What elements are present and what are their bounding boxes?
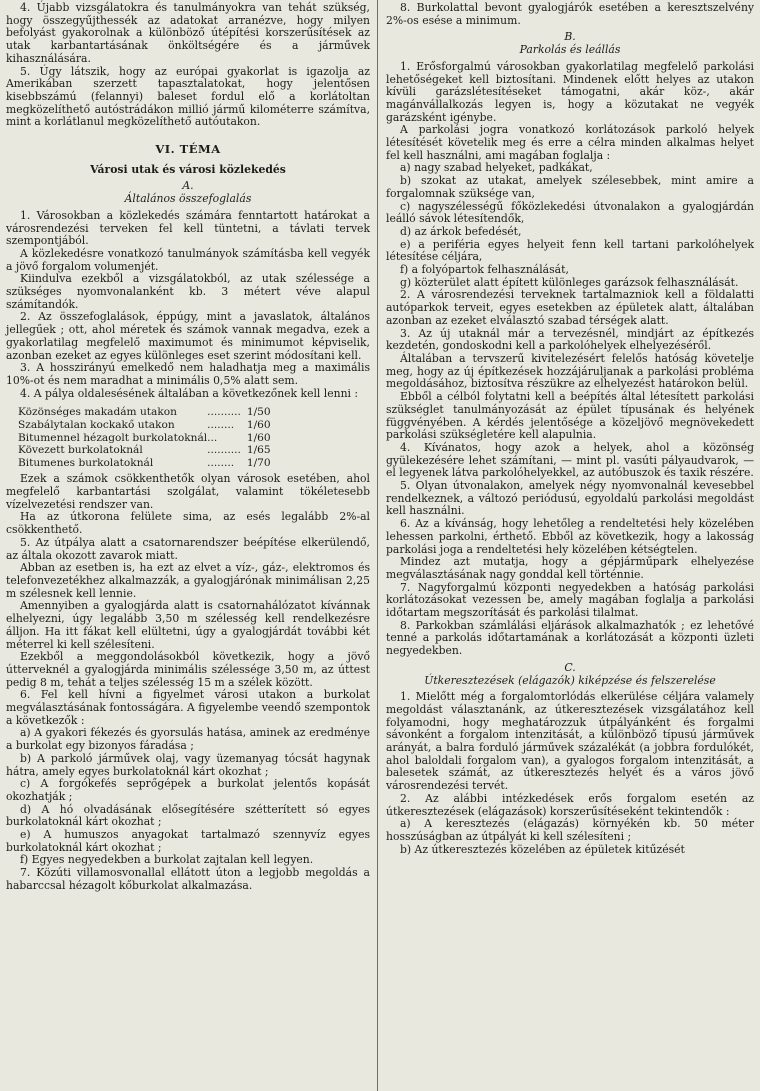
list-item: a) nagy szabad helyeket, padkákat, (400, 161, 593, 175)
list-item: b) szokat az utakat, amelyek szélesebbek, mint amire a forgalomnak szüksége van, (386, 174, 754, 200)
list-item: e) A humuszos anyagokat tartalmazó szennyvíz egyes burkolatoknál kárt okozhat ; (6, 828, 370, 854)
paragraph: 6. Fel kell hívni a figyelmet városi utakon a burkolat megválasztásának fontosságára. A figyelembe veendő szempontok a következők : (6, 688, 370, 727)
list-item: f) a folyópartok felhasználását, (400, 263, 569, 277)
table-row: Bitumenes burkolatoknál ........ 1/70 (18, 456, 271, 469)
slope-label: Bitumenes burkolatoknál (18, 456, 154, 469)
section-title: Általános összefoglalás (124, 192, 252, 206)
list-item: c) nagyszélességű főközlekedési útvonalakon a gyalogjárdán leálló sávok létesítendők, (386, 199, 754, 226)
section-title: Útkeresztezések (elágazók) kiképzése és felszerelése (424, 673, 716, 687)
paragraph: Abban az esetben is, ha ezt az elvet a víz-, gáz-, elektromos és telefonvezetékhez alkalmazzák, a gyalogjárónak minimálisan 2,25 m szélesnek kell lennie. (6, 561, 370, 600)
slope-value: 1/50 (246, 406, 271, 419)
section-letter: B. (564, 30, 576, 44)
paragraph: 6. Az a kívánság, hogy lehetőleg a rendeltetési hely közelében lehessen parkolni, érthető. Ebből az következik, hogy a lakosság parkolási joga a rendeltetési hely közelében kétségtelen. (386, 517, 754, 556)
section-title: Parkolás és leállás (519, 43, 621, 57)
left-column (6, 2, 370, 893)
table-row: Kövezett burkolatoknál .......... 1/65 (18, 444, 271, 457)
slope-value: 1/60 (246, 431, 271, 444)
paragraph: 8. Burkolattal bevont gyalogjárók esetében a keresztszelvény 2%-os esése a minimum. (386, 1, 754, 27)
table-row: Szabálytalan kockakő utakon ........ 1/60 (18, 418, 271, 431)
section-letter: C. (564, 660, 576, 674)
list-item: a) A gyakori fékezés és gyorsulás hatása, aminek az eredménye a burkolat egy bizonyos fáradása ; (6, 726, 370, 753)
slope-table (18, 406, 271, 469)
paragraph: Amennyiben a gyalogjárda alatt is csatornahálózatot kívánnak elhelyezni, úgy legalább 3,50 m szélesség kell rendelkezésre álljon. Ha itt fákat kell elültetni, úgy a gyalogjárdát további két méterrel ki kell szélesíteni. (6, 599, 370, 651)
column-divider (377, 0, 378, 1091)
paragraph: Mindez azt mutatja, hogy a gépjárműpark elhelyezése megválasztásának nagy gonddal kell történnie. (386, 555, 754, 581)
paragraph: Ezek a számok csökkenthetők olyan városok esetében, ahol megfelelő karbantartási szolgálat, valamint tökéletesebb vízelvezetési rendszer van. (6, 472, 370, 511)
slope-value: 1/65 (246, 444, 271, 457)
list-item: c) A forgókefés seprőgépek a burkolat jelentős kopását okozhatják ; (6, 777, 370, 803)
paragraph: Ebből a célból folytatni kell a beépítés által létesített parkolási szükséglet tanulmányozását az épület típusának és helyének függvényében. A kérdés jelentősége a közeljövő megnövekedett parkolási szükségletére kell alapulnia. (386, 390, 754, 442)
table-row: Bitumennel hézagolt burkolatoknál ... 1/60 (18, 431, 271, 444)
theme-title: VI. TÉMA (155, 142, 221, 157)
slope-value: 1/70 (246, 456, 271, 469)
paragraph: 4. A pálya oldalesésének általában a következőnek kell lenni : (20, 386, 359, 400)
paragraph: 5. Úgy látszik, hogy az európai gyakorlat is igazolja az Amerikában szerzett tapasztalatokat, hogy jelentősen kisebbszámú (felannyi) baleset fordul elő a korlátoltan megközelíthető autóstrádákon millió jármű kilométerre számítva, mint a korlátlanul megközelíthető autóutakon. (6, 64, 370, 129)
paragraph: 7. Nagyforgalmú központi negyedekben a hatóság parkolási korlátozásokat vezessen be, amely magában foglalja a parkolási időtartam megszorítását és parkolási tilalmat. (386, 580, 754, 620)
paragraph: 2. A városrendezési terveknek tartalmazniok kell a földalatti autóparkok terveit, egyes esetekben az épületek alatt, általában azonban az ezeket elválasztó szabad térségek alatt. (386, 288, 754, 327)
section-letter: A. (182, 179, 194, 193)
slope-label: Bitumennel hézagolt burkolatoknál (18, 431, 208, 444)
list-item: f) Egyes negyedekben a burkolat zajtalan kell legyen. (20, 853, 314, 867)
list-item: g) közterület alatt épített különleges garázsok felhasználását. (400, 275, 739, 289)
slope-label: Közönséges makadám utakon (18, 406, 177, 419)
paragraph: Általában a tervszerű kivitelezésért felelős hatóság követelje meg, hogy az új építkezések hozzájáruljanak a parkolási probléma megoldásához, biztosítva részükre az elhelyezést határokon belül. (386, 351, 754, 391)
list-item: d) az árkok befedését, (400, 224, 522, 238)
paragraph: 7. Közúti villamosvonallal ellátott úton a legjobb megoldás a habarccsal hézagolt kőburkolat alkalmazása. (6, 866, 370, 892)
paragraph: 2. Az összefoglalások, éppúgy, mint a javaslatok, általános jellegűek ; ott, ahol méretek és számok vannak megadva, ezek a gyakorlatilag megfelelő maximumot és minimumot képviselik, azonban ezeket az egyes különleges eset szerint módosítani kell. (6, 310, 370, 362)
paragraph: 1. Erősforgalmú városokban gyakorlatilag megfelelő parkolási lehetőségeket kell biztosítani. Mindenek előtt helyes az utakon kívüli garázslétesítéseket támogatni, akár köz-, akár magánvállalkozás legyen is, hogy a közutakat ne vegyék garázsként igénybe. (386, 59, 754, 124)
slope-label: Kövezett burkolatoknál (18, 444, 143, 457)
paragraph: A parkolási jogra vonatkozó korlátozások parkoló helyek létesítését követelik meg és erre a célra minden alkalmas helyet fel kell használni, ami magában foglalja : (386, 123, 754, 162)
paragraph: 1. Mielőtt még a forgalomtorlódás elkerülése céljára valamely megoldást választanánk, az útkeresztezések vizsgálatához kell folyamodni, hogy meghatározzuk útpályánként és forgalmi sávonként a forgalom intenzitását, a különböző típusú járművek arányát, a balra forduló járművek százalékát (a jobbra fordulókét, ahol baloldali forgalom van), a gyalogos forgalom intenzitását, a balesetek számát, az útkeresztezés helyét és a város jövő városrendezési tervét. (386, 690, 754, 793)
paragraph: 4. Kívánatos, hogy azok a helyek, ahol a közönség gyülekezésére lehet számítani, — mint pl. vasúti pályaudvarok, — el legyenek látva parkolóhelyekkel, az autóbuszok és taxik részére. (386, 440, 754, 480)
list-item: b) Az útkeresztezés közelében az épületek kitűzését (400, 842, 685, 856)
paragraph: 4. Újabb vizsgálatokra és tanulmányokra van tehát szükség, hogy összegyűjthessék az adatokat arranézve, hogy milyen befolyást gyakorolnak a különböző útépítési korszerűsítések az utak karbantartásának önköltségére és a járművek kihasználására. (6, 1, 370, 65)
paragraph: 8. Parkokban számlálási eljárások alkalmazhatók ; ez lehetővé tenné a parkolás időtartamának a korlátozását a központi üzleti negyedekben. (386, 618, 754, 658)
paragraph: 2. Az alábbi intézkedések erős forgalom esetén az útkeresztezések (elágazások) korszerűsítéseként tekintendők : (386, 791, 754, 818)
list-item: e) a periféria egyes helyeit fenn kell tartani parkolóhelyek létesítése céljára, (386, 237, 754, 264)
list-item: b) A parkoló járművek olaj, vagy üzemanyag tócsát hagynak hátra, amely egyes burkolatoknál kárt okozhat ; (6, 751, 370, 778)
slope-value: 1/60 (246, 418, 271, 431)
list-item: a) A keresztezés (elágazás) környékén kb. 50 méter hosszúságban az útpályát ki kell szélesíteni ; (386, 817, 754, 843)
slope-label: Szabálytalan kockakő utakon (18, 418, 175, 431)
table-row: Közönséges makadám utakon .......... 1/50 (18, 406, 271, 419)
paragraph: 3. A hosszirányú emelkedő nem haladhatja meg a maximális 10%-ot és nem maradhat a minimális 0,5% alatt sem. (6, 361, 370, 387)
paragraph: 5. Olyan útvonalakon, amelyek négy nyomvonalnál kevesebbel rendelkeznek, a változó periódusú, egyoldalú parkolási megoldást kell használni. (386, 479, 754, 518)
theme-subtitle: Városi utak és városi közlekedés (90, 162, 286, 176)
right-column (386, 2, 754, 856)
paragraph: Kiindulva ezekből a vizsgálatokból, az utak szélessége a szükséges nyomvonalanként kb. 3 métert véve alapul számítandók. (6, 272, 370, 311)
paragraph: 3. Az új utaknál már a tervezésnél, mindjárt az építkezés kezdetén, gondoskodni kell a parkolóhelyek elhelyezéséről. (386, 326, 754, 353)
paragraph: 5. Az útpálya alatt a csatornarendszer beépítése elkerülendő, az általa okozott zavarok miatt. (6, 535, 370, 562)
paragraph: 1. Városokban a közlekedés számára fenntartott határokat a városrendezési terveken fel kell tüntetni, a távlati tervek szempontjából. (6, 208, 370, 248)
list-item: d) A hó olvadásának elősegítésére szétterített só egyes burkolatoknál kárt okozhat ; (6, 802, 370, 829)
paragraph: Ezekből a meggondolásokból következik, hogy a jövő útterveknél a gyalogjárda minimális szélessége 3,50 m, az úttest pedig 8 m, tehát a teljes szélesség 15 m a szélek között. (6, 650, 370, 689)
paragraph: A közlekedésre vonatkozó tanulmányok számításba kell vegyék a jövő forgalom volumenjét. (6, 246, 370, 273)
paragraph: Ha az útkorona felülete sima, az esés legalább 2%-al csökkenthető. (6, 510, 370, 537)
